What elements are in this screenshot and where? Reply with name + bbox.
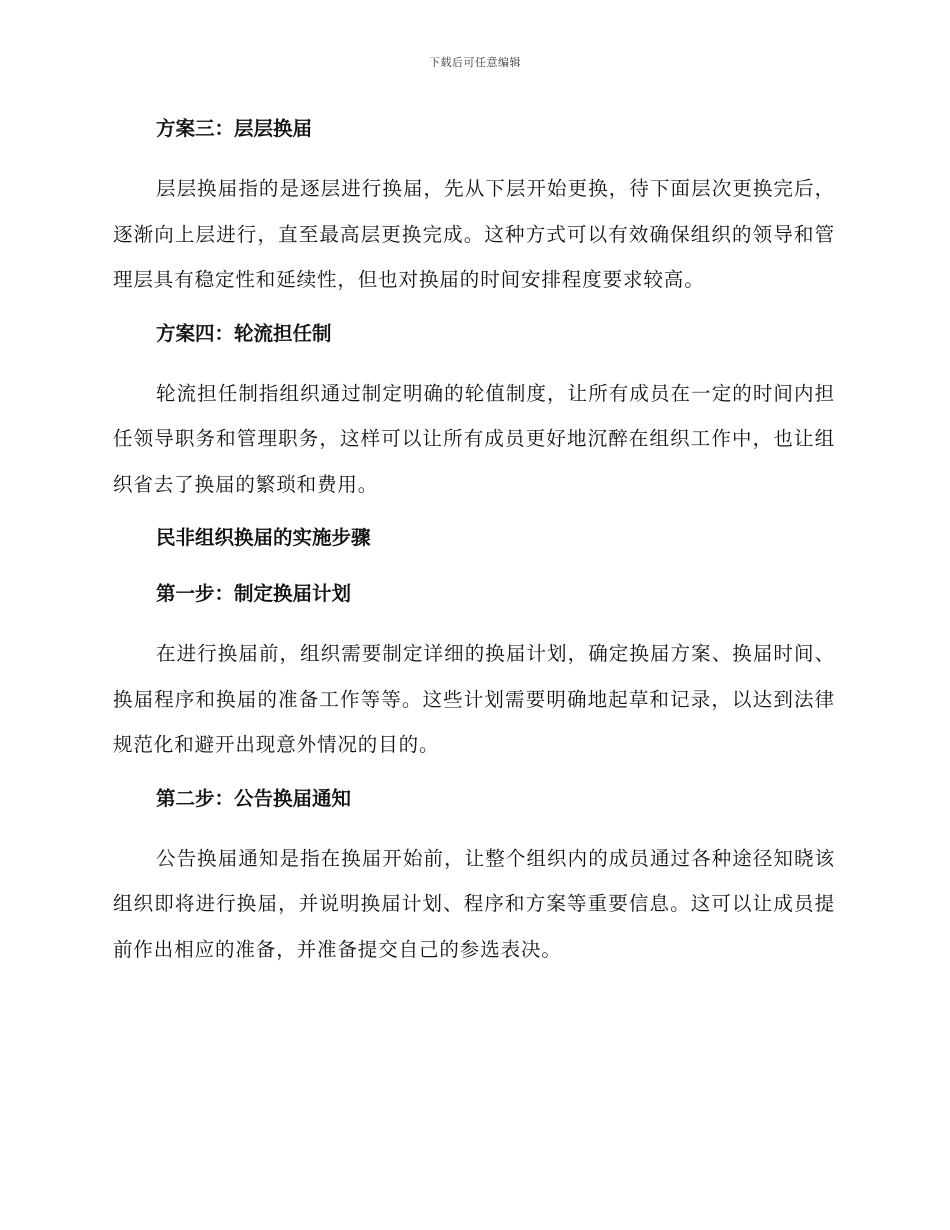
document-body bbox=[113, 110, 835, 984]
section-heading-plan-3: 方案三：层层换届 bbox=[156, 117, 313, 140]
section-heading-implementation-steps: 民非组织换届的实施步骤 bbox=[156, 526, 371, 549]
section-paragraph-plan-3: 层层换届指的是逐层进行换届，先从下层开始更换，待下面层次更换完后，逐渐向上层进行，直至最高层更换完成。这种方式可以有效确保组织的领导和管理层具有稳定性和延续性，但也对换届的时间安排程度要求较高。 bbox=[113, 177, 835, 291]
page-header: 下载后可任意编辑 bbox=[429, 56, 521, 69]
section-heading-step-2: 第二步：公告换届通知 bbox=[156, 786, 352, 810]
section-paragraph-plan-4: 轮流担任制指组织通过制定明确的轮值制度，让所有成员在一定的时间内担任领导职务和管理职务，这样可以让所有成员更好地沉醉在组织工作中，也让组织省去了换届的繁琐和费用。 bbox=[113, 381, 835, 496]
section-paragraph-step-2: 公告换届通知是指在换届开始前，让整个组织内的成员通过各种途径知晓该组织即将进行换届，并说明换届计划、程序和方案等重要信息。这可以让成员提前作出相应的准备，并准备提交自己的参选表决。 bbox=[113, 846, 835, 961]
section-heading-plan-4: 方案四：轮流担任制 bbox=[156, 321, 332, 345]
section-paragraph-step-1: 在进行换届前，组织需要制定详细的换届计划，确定换届方案、换届时间、换届程序和换届的准备工作等等。这些计划需要明确地起草和记录，以达到法律规范化和避开出现意外情况的目的。 bbox=[113, 642, 835, 756]
section-heading-step-1: 第一步：制定换届计划 bbox=[156, 582, 352, 605]
